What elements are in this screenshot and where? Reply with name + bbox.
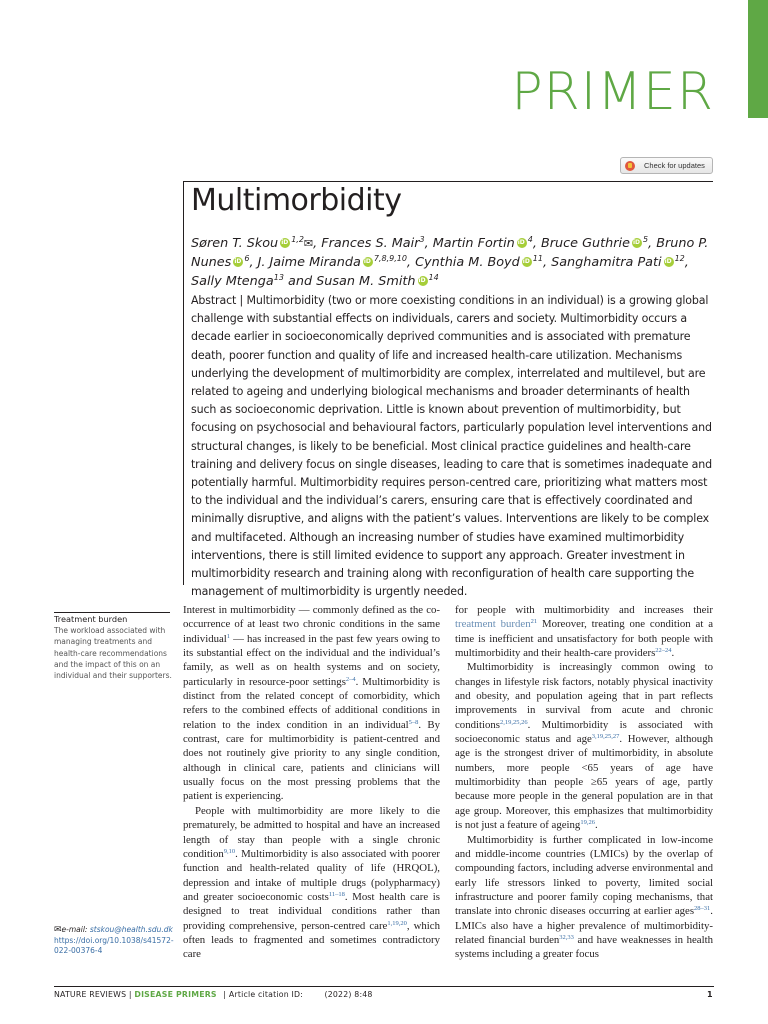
reference-link[interactable]: 32,33 (559, 933, 574, 941)
body-text: , which often leads to fragmented and sometimes contradictory care (183, 919, 440, 961)
journal-section: DISEASE PRIMERS (134, 990, 217, 999)
reference-link[interactable]: 5–8 (408, 718, 419, 726)
body-paragraph (455, 833, 713, 962)
body-text: . LMICs also have a higher prevalence of multimorbidity-related financial burden (455, 905, 713, 946)
check-for-updates-label: Check for updates (644, 161, 705, 170)
author-affiliation: 7,8,9,10 (373, 254, 407, 263)
orcid-icon[interactable] (363, 257, 373, 267)
author-name: Cynthia M. Boyd (415, 255, 520, 270)
author-affiliation: 13 (273, 273, 284, 282)
body-paragraph (455, 660, 713, 832)
orcid-icon[interactable] (632, 238, 642, 248)
body-text: for people with multimorbidity and increases their (455, 604, 713, 616)
body-text: Moreover, treating one condition at a time is inefficient and unsatisfactory for both people with multimorbidity and their health-care providers (455, 618, 713, 660)
author-name: Martin Fortin (432, 236, 515, 251)
author-name: Søren T. Skou (191, 236, 279, 251)
author-list (191, 234, 716, 291)
author-separator: , (532, 236, 541, 251)
author-affiliation: 14 (428, 273, 439, 282)
author-name: Sally Mtenga (191, 274, 274, 289)
doi-link[interactable]: https://doi.org/10.1038/s41572-022-00376-4 (54, 935, 174, 955)
author-name: Sanghamitra Pati (551, 255, 662, 270)
orcid-icon[interactable] (280, 238, 290, 248)
glossary-rule (54, 612, 170, 613)
body-paragraph (455, 603, 713, 660)
glossary-definition: The workload associated with managing treatments and health-care recommendations and the impact of this on an individual and their supporters. (54, 626, 172, 681)
author-affiliation: 3 (419, 235, 425, 244)
author-affiliation: 5 (642, 235, 649, 244)
crossmark-icon (625, 161, 635, 171)
author-separator: , (684, 255, 689, 270)
body-text: — has increased in the past few years owing to its substantial effect on the individual and the individual’s family, as well as on health systems and on society, particularly in resource-poor settings (183, 632, 440, 688)
glossary-term: Treatment burden (54, 614, 128, 624)
body-text: . However, although age is the strongest driver of multimorbidity, in absolute numbers, more people <65 years of age have multimorbidity than people ≥65 years of age, partly because more people in the general population are in that age group. Moreover, this emphasizes that multimorbidity is not just a feature of ageing (455, 733, 713, 832)
reference-link[interactable]: 28–31 (694, 905, 711, 913)
author-affiliation: 11 (532, 254, 543, 263)
envelope-icon: ✉ (303, 237, 314, 250)
author (433, 236, 541, 251)
author (541, 236, 656, 251)
author-separator: , (648, 236, 657, 251)
author-name: Bruce Guthrie (540, 236, 630, 251)
body-text: . (594, 819, 598, 832)
orcid-icon[interactable] (233, 257, 243, 267)
section-label: PRIMER (511, 62, 714, 122)
author-affiliation: 1,2 (291, 235, 304, 244)
footer-separator: | (126, 990, 135, 999)
author-separator: , (406, 255, 416, 270)
abstract: Abstract | Multimorbidity (two or more coexisting conditions in an individual) is a growing global challenge with substantial effects on individuals, carers and society. Multimorbidity occurs a decade earlier in socioeconomically deprived communities and is associated with premature death, poorer function and quality of life and increased health-care utilization. Mechanisms underlying the development of multimorbidity are complex, interrelated and multilevel, but are related to ageing and underlying biological mechanisms and broader determinants of health such as socioeconomic deprivation. Little is known about prevention of multimorbidity, but focusing on psychosocial and behavioural factors, particularly population level interventions and structural changes, is likely to be beneficial. Most clinical practice guidelines and health-care training and delivery focus on single diseases, leading to care that is sometimes inadequate and potentially harmful. Multimorbidity requires person-centred care, prioritizing what matters most to the individual and the individual’s carers, ensuring care that is effectively coordinated and minimally disruptive, and aligns with the patient’s values. Interventions are likely to be complex and multifaceted. Although an increasing number of studies have examined multimorbidity interventions, there is still limited evidence to support any approach. Greater investment in multimorbidity research and training along with reconfiguration of health care supporting the management of multimorbidity is urgently needed. (191, 294, 713, 599)
footer (54, 990, 373, 999)
author-separator: , (542, 255, 552, 270)
body-paragraph (183, 804, 440, 962)
author (415, 255, 551, 270)
author-separator: and (283, 274, 317, 289)
footer-rule (54, 986, 714, 987)
author-affiliation: 4 (527, 235, 533, 244)
reference-link[interactable]: 3,19,25,27 (591, 733, 620, 741)
title-rule (183, 181, 713, 182)
email-label: e-mail: (61, 925, 88, 934)
body-text: . Most health care is designed to treat individual conditions rather than providing comprehensive, person-centred care (183, 890, 440, 932)
body-text: Multimorbidity is increasingly common owing to changes in lifestyle risk factors, notably physical inactivity and obesity, and population ageing that in part reflects improvements in survival from acute and chronic conditions (455, 661, 713, 731)
envelope-icon: ✉ (54, 925, 62, 935)
author (551, 255, 689, 270)
reference-link[interactable]: 21 (530, 618, 538, 626)
author-affiliation: 12 (674, 254, 685, 263)
orcid-icon[interactable] (418, 276, 428, 286)
article-title: Multimorbidity (191, 183, 402, 218)
glossary-term-link[interactable]: treatment burden (455, 618, 531, 631)
reference-link[interactable]: 22–24 (655, 647, 672, 655)
orcid-icon[interactable] (517, 238, 527, 248)
email-link[interactable]: stskou@health.sdu.dk (89, 925, 173, 934)
orcid-icon[interactable] (522, 257, 532, 267)
author (191, 236, 321, 251)
reference-link[interactable]: 9,10 (223, 847, 236, 855)
author-name: Frances S. Mair (321, 236, 420, 251)
body-text: People with multimorbidity are more likely to die prematurely, be admitted to hospital and have an increased length of stay than people with a single chronic condition (183, 804, 440, 860)
author-separator: , (313, 236, 322, 251)
body-text: . (671, 647, 675, 660)
body-text: . Multimorbidity is also associated with poorer function and health-related quality of life (HRQOL), depression and intake of multiple drugs (polypharmacy) and greater socioeconomic costs (183, 847, 440, 903)
contact-block (54, 925, 178, 957)
author-affiliation: 6 (244, 254, 250, 263)
body-paragraph (183, 603, 440, 804)
author-separator: , (424, 236, 433, 251)
author-name: Bruno P. Nunes (191, 236, 709, 270)
reference-link[interactable]: 1,19,20 (387, 919, 407, 927)
body-column-2 (455, 603, 713, 962)
body-text: Multimorbidity is further complicated in low-income and middle-income countries (LMICs) by the overlap of compounding factors, including adverse environmental and early life stressors linked to poverty, limited social infrastructure and poorer family coping mechanisms, that translate into chronic diseases occurring at earlier ages (455, 833, 713, 918)
article-citation: | Article citation ID: (2022) 8:48 (223, 990, 373, 999)
author (321, 236, 432, 251)
author (191, 274, 316, 289)
author (316, 274, 439, 289)
reference-link[interactable]: 1 (226, 632, 231, 640)
body-text: . Multimorbidity is associated with socioeconomic status and age (455, 718, 713, 746)
author-name: Susan M. Smith (316, 274, 416, 289)
body-text: and have weaknesses in health systems including a greater focus (455, 933, 713, 961)
author-separator: , (249, 255, 258, 270)
reference-link[interactable]: 2,19,25,26 (500, 718, 528, 726)
author-name: J. Jaime Miranda (257, 255, 361, 270)
journal-name: NATURE REVIEWS (54, 990, 127, 999)
title-vertical-rule (183, 181, 184, 585)
reference-link[interactable]: 11–18 (328, 890, 345, 898)
body-text: Interest in multimorbidity — commonly defined as the co-occurrence of at least two chronic conditions in the same individual (183, 604, 440, 645)
section-color-bar (748, 0, 768, 118)
body-text: . By contrast, care for multimorbidity is patient-centred and does not routinely give priority to any single condition, although in clinical care, patients and clinicians will usually focus on the most pressing problems that the patient is experiencing. (183, 718, 441, 803)
author (258, 255, 415, 270)
reference-link[interactable]: 19,26 (580, 819, 595, 827)
check-for-updates-button[interactable] (620, 157, 713, 174)
body-text: . Multimorbidity is distinct from the related concept of comorbidity, which refers to the combined effects of additional conditions in relation to the index condition in an individual (183, 675, 441, 731)
body-column-1 (183, 603, 440, 962)
orcid-icon[interactable] (664, 257, 674, 267)
page-number: 1 (707, 990, 713, 999)
reference-link[interactable]: 2–4 (345, 675, 356, 683)
